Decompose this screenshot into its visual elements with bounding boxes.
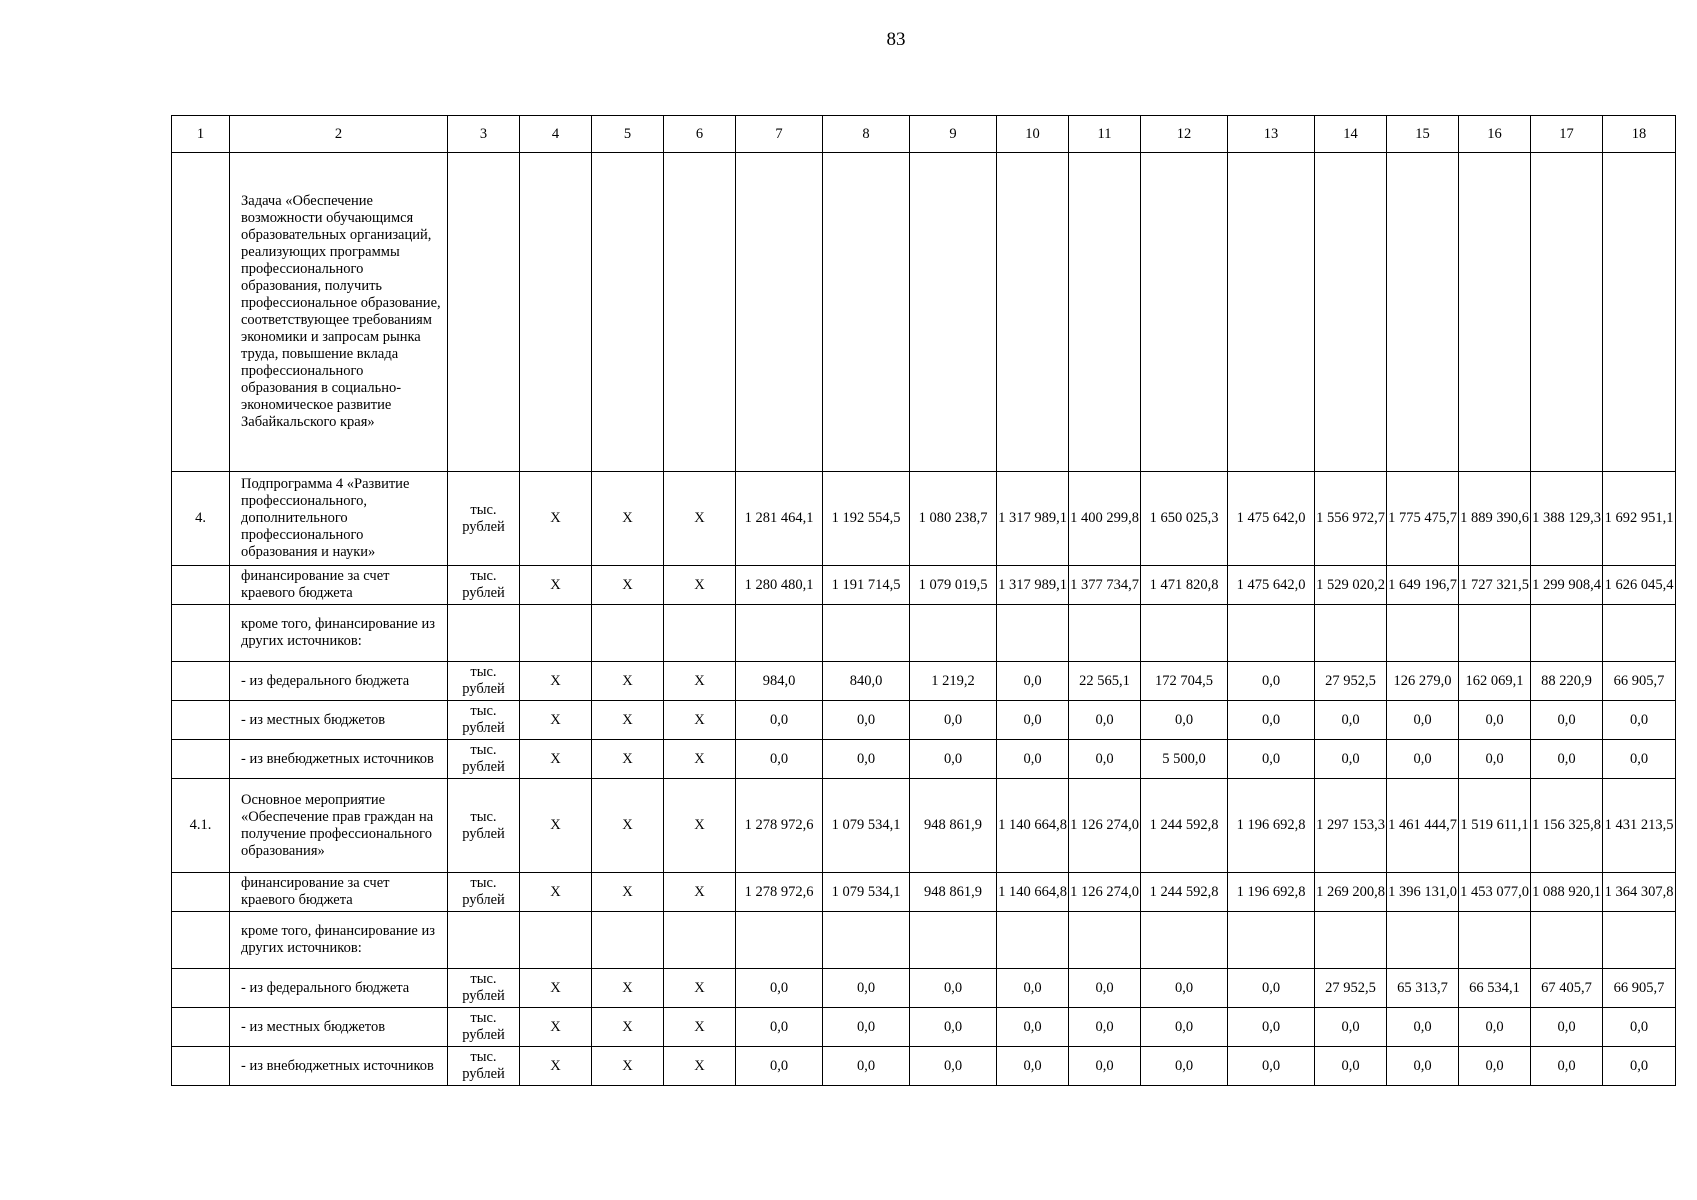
marker-cell: X xyxy=(592,701,664,740)
description-cell: - из местных бюджетов xyxy=(230,701,448,740)
value-cell xyxy=(1387,153,1459,472)
marker-cell xyxy=(592,153,664,472)
value-cell: 0,0 xyxy=(736,740,823,779)
value-cell xyxy=(736,153,823,472)
marker-cell: X xyxy=(664,566,736,605)
marker-cell xyxy=(520,912,592,969)
value-cell: 1 079 534,1 xyxy=(823,873,910,912)
row-number-cell xyxy=(172,912,230,969)
value-cell xyxy=(1315,605,1387,662)
value-cell xyxy=(1315,153,1387,472)
value-cell: 1 556 972,7 xyxy=(1315,472,1387,566)
value-cell: 0,0 xyxy=(823,969,910,1008)
value-cell: 1 396 131,0 xyxy=(1387,873,1459,912)
value-cell: 1 192 554,5 xyxy=(823,472,910,566)
header-cell: 9 xyxy=(910,116,997,153)
marker-cell: X xyxy=(664,472,736,566)
value-cell: 0,0 xyxy=(997,1008,1069,1047)
header-cell: 16 xyxy=(1459,116,1531,153)
value-cell: 22 565,1 xyxy=(1069,662,1141,701)
value-cell: 0,0 xyxy=(1459,1047,1531,1086)
value-cell xyxy=(823,912,910,969)
marker-cell: X xyxy=(664,740,736,779)
value-cell: 0,0 xyxy=(1141,1008,1228,1047)
unit-cell xyxy=(448,912,520,969)
marker-cell: X xyxy=(520,779,592,873)
table-row xyxy=(172,873,1676,912)
value-cell: 1 471 820,8 xyxy=(1141,566,1228,605)
value-cell: 0,0 xyxy=(1531,701,1603,740)
value-cell xyxy=(736,912,823,969)
value-cell: 1 079 534,1 xyxy=(823,779,910,873)
row-number-cell: 4.1. xyxy=(172,779,230,873)
value-cell: 0,0 xyxy=(1387,701,1459,740)
marker-cell: X xyxy=(592,1047,664,1086)
value-cell: 1 079 019,5 xyxy=(910,566,997,605)
description-cell: - из внебюджетных источников xyxy=(230,740,448,779)
unit-cell xyxy=(448,605,520,662)
value-cell: 0,0 xyxy=(1603,1008,1676,1047)
header-cell: 17 xyxy=(1531,116,1603,153)
description-cell: - из внебюджетных источников xyxy=(230,1047,448,1086)
value-cell: 67 405,7 xyxy=(1531,969,1603,1008)
value-cell xyxy=(910,912,997,969)
value-cell xyxy=(1069,153,1141,472)
header-cell: 5 xyxy=(592,116,664,153)
value-cell: 1 244 592,8 xyxy=(1141,779,1228,873)
row-number-cell xyxy=(172,1047,230,1086)
description-cell: кроме того, финансирование из других источников: xyxy=(230,912,448,969)
value-cell: 0,0 xyxy=(1069,1008,1141,1047)
value-cell: 1 281 464,1 xyxy=(736,472,823,566)
marker-cell: X xyxy=(592,969,664,1008)
unit-cell: тыс. рублей xyxy=(448,1047,520,1086)
marker-cell: X xyxy=(592,740,664,779)
marker-cell xyxy=(592,912,664,969)
value-cell: 0,0 xyxy=(997,662,1069,701)
value-cell xyxy=(1531,153,1603,472)
description-cell: Подпрограмма 4 «Развитие профессионального, дополнительного профессионального образования и науки» xyxy=(230,472,448,566)
value-cell xyxy=(1603,153,1676,472)
marker-cell: X xyxy=(592,873,664,912)
value-cell: 0,0 xyxy=(997,701,1069,740)
marker-cell: X xyxy=(520,701,592,740)
marker-cell: X xyxy=(520,566,592,605)
value-cell: 27 952,5 xyxy=(1315,662,1387,701)
budget-table xyxy=(171,115,1676,1086)
value-cell: 0,0 xyxy=(1141,701,1228,740)
value-cell: 1 191 714,5 xyxy=(823,566,910,605)
marker-cell: X xyxy=(664,1047,736,1086)
unit-cell: тыс. рублей xyxy=(448,472,520,566)
header-row xyxy=(172,116,1676,153)
header-cell: 6 xyxy=(664,116,736,153)
value-cell: 0,0 xyxy=(1459,740,1531,779)
row-number-cell xyxy=(172,662,230,701)
value-cell: 1 364 307,8 xyxy=(1603,873,1676,912)
value-cell: 65 313,7 xyxy=(1387,969,1459,1008)
value-cell: 0,0 xyxy=(1315,1047,1387,1086)
page-number: 83 xyxy=(886,29,906,50)
row-number-cell xyxy=(172,873,230,912)
table-row xyxy=(172,1008,1676,1047)
table-row xyxy=(172,1047,1676,1086)
value-cell xyxy=(1315,912,1387,969)
value-cell xyxy=(997,912,1069,969)
value-cell: 0,0 xyxy=(736,969,823,1008)
value-cell: 0,0 xyxy=(910,740,997,779)
value-cell: 1 317 989,1 xyxy=(997,472,1069,566)
value-cell: 0,0 xyxy=(1228,740,1315,779)
marker-cell xyxy=(664,605,736,662)
header-cell: 13 xyxy=(1228,116,1315,153)
table-row xyxy=(172,779,1676,873)
value-cell: 948 861,9 xyxy=(910,873,997,912)
value-cell: 948 861,9 xyxy=(910,779,997,873)
value-cell: 1 529 020,2 xyxy=(1315,566,1387,605)
value-cell: 0,0 xyxy=(997,1047,1069,1086)
value-cell: 126 279,0 xyxy=(1387,662,1459,701)
value-cell xyxy=(997,153,1069,472)
value-cell: 1 692 951,1 xyxy=(1603,472,1676,566)
value-cell: 88 220,9 xyxy=(1531,662,1603,701)
value-cell: 0,0 xyxy=(910,701,997,740)
unit-cell: тыс. рублей xyxy=(448,662,520,701)
value-cell: 840,0 xyxy=(823,662,910,701)
marker-cell: X xyxy=(592,1008,664,1047)
value-cell: 0,0 xyxy=(736,1008,823,1047)
row-number-cell xyxy=(172,153,230,472)
marker-cell: X xyxy=(520,662,592,701)
value-cell: 0,0 xyxy=(1531,1047,1603,1086)
value-cell xyxy=(1459,605,1531,662)
marker-cell: X xyxy=(520,472,592,566)
value-cell: 0,0 xyxy=(910,1008,997,1047)
value-cell: 0,0 xyxy=(910,969,997,1008)
header-cell: 11 xyxy=(1069,116,1141,153)
unit-cell: тыс. рублей xyxy=(448,969,520,1008)
table-row xyxy=(172,740,1676,779)
value-cell: 1 775 475,7 xyxy=(1387,472,1459,566)
table-row xyxy=(172,969,1676,1008)
value-cell: 5 500,0 xyxy=(1141,740,1228,779)
value-cell: 0,0 xyxy=(823,1008,910,1047)
row-number-cell xyxy=(172,605,230,662)
value-cell xyxy=(1228,153,1315,472)
value-cell: 1 269 200,8 xyxy=(1315,873,1387,912)
value-cell xyxy=(823,605,910,662)
value-cell xyxy=(1141,912,1228,969)
description-cell: - из федерального бюджета xyxy=(230,662,448,701)
value-cell: 1 297 153,3 xyxy=(1315,779,1387,873)
unit-cell: тыс. рублей xyxy=(448,779,520,873)
value-cell: 0,0 xyxy=(1069,701,1141,740)
unit-cell: тыс. рублей xyxy=(448,566,520,605)
value-cell: 66 905,7 xyxy=(1603,969,1676,1008)
value-cell: 0,0 xyxy=(1228,1047,1315,1086)
value-cell: 66 905,7 xyxy=(1603,662,1676,701)
header-cell: 12 xyxy=(1141,116,1228,153)
value-cell: 0,0 xyxy=(1228,701,1315,740)
value-cell: 1 088 920,1 xyxy=(1531,873,1603,912)
value-cell xyxy=(1603,912,1676,969)
value-cell: 0,0 xyxy=(1387,740,1459,779)
value-cell xyxy=(1459,153,1531,472)
table-row xyxy=(172,566,1676,605)
value-cell xyxy=(910,605,997,662)
description-cell: Задача «Обеспечение возможности обучающимся образовательных организаций, реализующих программы профессионального образования, получить профессиональное образование, соответствующее требованиям экономики и запросам рынка труда, повышение вклада профессионального образования в социально-экономическое развитие Забайкальского края» xyxy=(230,153,448,472)
description-cell: - из местных бюджетов xyxy=(230,1008,448,1047)
value-cell: 1 278 972,6 xyxy=(736,873,823,912)
value-cell: 1 126 274,0 xyxy=(1069,779,1141,873)
marker-cell: X xyxy=(520,1047,592,1086)
value-cell: 1 156 325,8 xyxy=(1531,779,1603,873)
value-cell: 0,0 xyxy=(1315,1008,1387,1047)
marker-cell: X xyxy=(520,1008,592,1047)
row-number-cell xyxy=(172,1008,230,1047)
header-cell: 3 xyxy=(448,116,520,153)
value-cell: 984,0 xyxy=(736,662,823,701)
value-cell xyxy=(736,605,823,662)
value-cell: 1 475 642,0 xyxy=(1228,472,1315,566)
row-number-cell xyxy=(172,701,230,740)
value-cell: 1 196 692,8 xyxy=(1228,779,1315,873)
value-cell: 0,0 xyxy=(1459,1008,1531,1047)
row-number-cell xyxy=(172,969,230,1008)
value-cell: 1 475 642,0 xyxy=(1228,566,1315,605)
header-cell: 15 xyxy=(1387,116,1459,153)
value-cell: 1 519 611,1 xyxy=(1459,779,1531,873)
row-number-cell xyxy=(172,566,230,605)
value-cell: 0,0 xyxy=(1141,1047,1228,1086)
marker-cell: X xyxy=(592,566,664,605)
value-cell xyxy=(1531,912,1603,969)
value-cell: 0,0 xyxy=(1603,701,1676,740)
value-cell: 0,0 xyxy=(1228,662,1315,701)
marker-cell: X xyxy=(664,662,736,701)
header-cell: 10 xyxy=(997,116,1069,153)
value-cell xyxy=(997,605,1069,662)
header-cell: 8 xyxy=(823,116,910,153)
unit-cell xyxy=(448,153,520,472)
value-cell: 1 727 321,5 xyxy=(1459,566,1531,605)
value-cell: 1 431 213,5 xyxy=(1603,779,1676,873)
marker-cell: X xyxy=(592,662,664,701)
table-row xyxy=(172,472,1676,566)
value-cell: 0,0 xyxy=(736,1047,823,1086)
value-cell xyxy=(1141,605,1228,662)
value-cell: 1 889 390,6 xyxy=(1459,472,1531,566)
value-cell: 0,0 xyxy=(1069,969,1141,1008)
value-cell: 0,0 xyxy=(997,740,1069,779)
value-cell: 0,0 xyxy=(1315,740,1387,779)
value-cell xyxy=(823,153,910,472)
value-cell: 1 126 274,0 xyxy=(1069,873,1141,912)
unit-cell: тыс. рублей xyxy=(448,740,520,779)
value-cell: 1 080 238,7 xyxy=(910,472,997,566)
table-row xyxy=(172,662,1676,701)
marker-cell xyxy=(520,605,592,662)
row-number-cell: 4. xyxy=(172,472,230,566)
value-cell: 0,0 xyxy=(1141,969,1228,1008)
table-row xyxy=(172,605,1676,662)
value-cell: 162 069,1 xyxy=(1459,662,1531,701)
value-cell xyxy=(1141,153,1228,472)
table-row xyxy=(172,153,1676,472)
value-cell: 1 453 077,0 xyxy=(1459,873,1531,912)
header-cell: 2 xyxy=(230,116,448,153)
value-cell: 0,0 xyxy=(997,969,1069,1008)
value-cell: 1 244 592,8 xyxy=(1141,873,1228,912)
marker-cell: X xyxy=(592,472,664,566)
description-cell: Основное мероприятие «Обеспечение прав граждан на получение профессионального образования» xyxy=(230,779,448,873)
value-cell: 0,0 xyxy=(823,1047,910,1086)
value-cell: 0,0 xyxy=(823,701,910,740)
table-row xyxy=(172,912,1676,969)
header-cell: 4 xyxy=(520,116,592,153)
value-cell: 1 626 045,4 xyxy=(1603,566,1676,605)
header-cell: 18 xyxy=(1603,116,1676,153)
value-cell: 0,0 xyxy=(1531,740,1603,779)
value-cell: 0,0 xyxy=(910,1047,997,1086)
value-cell: 0,0 xyxy=(736,701,823,740)
unit-cell: тыс. рублей xyxy=(448,1008,520,1047)
value-cell: 0,0 xyxy=(1228,969,1315,1008)
table-body xyxy=(172,116,1676,1086)
value-cell xyxy=(1069,912,1141,969)
value-cell xyxy=(1387,912,1459,969)
value-cell: 1 388 129,3 xyxy=(1531,472,1603,566)
value-cell: 0,0 xyxy=(1531,1008,1603,1047)
value-cell: 1 299 908,4 xyxy=(1531,566,1603,605)
marker-cell: X xyxy=(664,1008,736,1047)
value-cell: 0,0 xyxy=(1315,701,1387,740)
value-cell: 1 461 444,7 xyxy=(1387,779,1459,873)
marker-cell: X xyxy=(520,873,592,912)
value-cell: 0,0 xyxy=(1603,1047,1676,1086)
header-cell: 7 xyxy=(736,116,823,153)
value-cell: 0,0 xyxy=(1459,701,1531,740)
value-cell xyxy=(1069,605,1141,662)
row-number-cell xyxy=(172,740,230,779)
description-cell: - из федерального бюджета xyxy=(230,969,448,1008)
marker-cell: X xyxy=(520,740,592,779)
value-cell: 0,0 xyxy=(1603,740,1676,779)
value-cell xyxy=(1387,605,1459,662)
value-cell: 0,0 xyxy=(1069,740,1141,779)
value-cell xyxy=(1228,605,1315,662)
value-cell: 1 650 025,3 xyxy=(1141,472,1228,566)
value-cell: 1 219,2 xyxy=(910,662,997,701)
value-cell xyxy=(1459,912,1531,969)
marker-cell: X xyxy=(664,779,736,873)
value-cell: 0,0 xyxy=(823,740,910,779)
marker-cell: X xyxy=(664,701,736,740)
marker-cell xyxy=(592,605,664,662)
description-cell: финансирование за счет краевого бюджета xyxy=(230,873,448,912)
marker-cell xyxy=(520,153,592,472)
value-cell xyxy=(1228,912,1315,969)
marker-cell: X xyxy=(664,969,736,1008)
header-cell: 14 xyxy=(1315,116,1387,153)
value-cell: 0,0 xyxy=(1387,1047,1459,1086)
value-cell: 1 377 734,7 xyxy=(1069,566,1141,605)
value-cell: 1 649 196,7 xyxy=(1387,566,1459,605)
marker-cell: X xyxy=(520,969,592,1008)
marker-cell xyxy=(664,912,736,969)
value-cell: 1 400 299,8 xyxy=(1069,472,1141,566)
value-cell: 0,0 xyxy=(1069,1047,1141,1086)
value-cell: 1 280 480,1 xyxy=(736,566,823,605)
value-cell xyxy=(1603,605,1676,662)
value-cell xyxy=(1531,605,1603,662)
table-row xyxy=(172,701,1676,740)
marker-cell: X xyxy=(592,779,664,873)
value-cell: 1 278 972,6 xyxy=(736,779,823,873)
marker-cell: X xyxy=(664,873,736,912)
value-cell: 1 140 664,8 xyxy=(997,873,1069,912)
unit-cell: тыс. рублей xyxy=(448,873,520,912)
value-cell: 1 140 664,8 xyxy=(997,779,1069,873)
unit-cell: тыс. рублей xyxy=(448,701,520,740)
value-cell: 0,0 xyxy=(1387,1008,1459,1047)
value-cell: 1 196 692,8 xyxy=(1228,873,1315,912)
description-cell: кроме того, финансирование из других источников: xyxy=(230,605,448,662)
value-cell: 172 704,5 xyxy=(1141,662,1228,701)
description-cell: финансирование за счет краевого бюджета xyxy=(230,566,448,605)
value-cell: 27 952,5 xyxy=(1315,969,1387,1008)
value-cell xyxy=(910,153,997,472)
value-cell: 66 534,1 xyxy=(1459,969,1531,1008)
header-cell: 1 xyxy=(172,116,230,153)
marker-cell xyxy=(664,153,736,472)
value-cell: 1 317 989,1 xyxy=(997,566,1069,605)
value-cell: 0,0 xyxy=(1228,1008,1315,1047)
